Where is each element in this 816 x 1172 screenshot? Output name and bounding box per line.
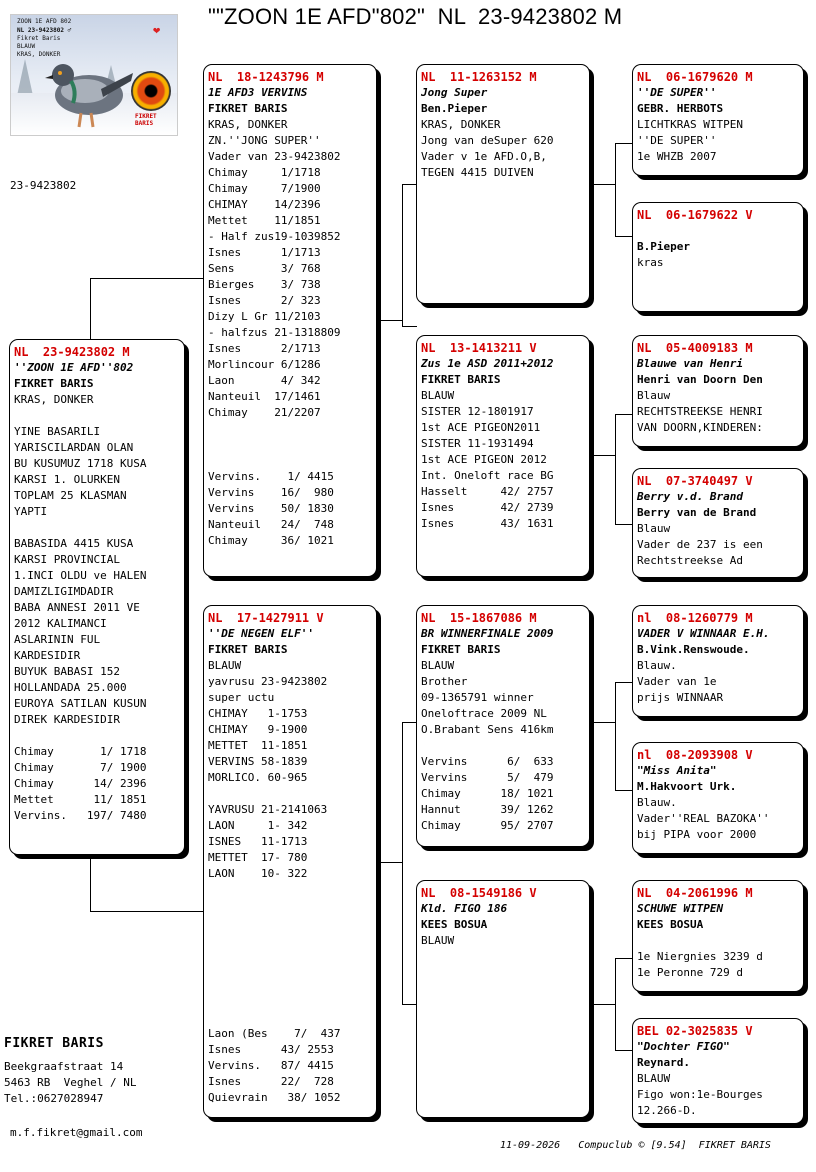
ring-header: NL 05-4009183 M xyxy=(637,341,753,355)
pedigree-line: super uctu xyxy=(208,691,275,704)
pedigree-line: Brother xyxy=(421,675,468,688)
ring-header: NL 07-3740497 V xyxy=(637,474,753,488)
granddam-paternal-card xyxy=(416,335,590,577)
pedigree-line: Chimay 1/ 1718 xyxy=(14,745,147,758)
breeder-name: Berry van de Brand xyxy=(637,506,757,519)
pedigree-line: Vervins. 87/ 4415 xyxy=(208,1059,334,1072)
pedigree-line: Isnes 43/ 1631 xyxy=(421,517,554,530)
pedigree-line: METTET 17- 780 xyxy=(208,851,308,864)
pigeon-name: Kld. FIGO 186 xyxy=(421,902,508,915)
breeder-name: B.Vink.Renswoude. xyxy=(637,643,750,656)
pedigree-line: Vervins 50/ 1830 xyxy=(208,502,334,515)
connector-line xyxy=(402,326,417,327)
pedigree-line: Chimay 95/ 2707 xyxy=(421,819,554,832)
pedigree-line: Bierges 3/ 738 xyxy=(208,278,321,291)
sire-card xyxy=(203,64,377,577)
ring-header: NL 06-1679620 M xyxy=(637,70,753,84)
ring-header: BEL 02-3025835 V xyxy=(637,1024,753,1038)
pedigree-line: LAON 10- 322 xyxy=(208,867,308,880)
connector-line xyxy=(615,1050,633,1051)
pedigree-line: Laon 4/ 342 xyxy=(208,374,321,387)
pedigree-line: SISTER 12-1801917 xyxy=(421,405,534,418)
connector-line xyxy=(90,278,204,279)
breeder-name: FIKRET BARIS xyxy=(208,102,288,115)
pedigree-line: BLAUW xyxy=(421,659,455,672)
pedigree-line: Quievrain 38/ 1052 xyxy=(208,1091,341,1104)
pigeon-icon xyxy=(41,45,137,131)
pedigree-line: LAON 1- 342 xyxy=(208,819,308,832)
pedigree-line xyxy=(208,994,372,1010)
pedigree-line: 1e Peronne 729 d xyxy=(637,966,743,979)
connector-line xyxy=(615,958,633,959)
pedigree-line xyxy=(208,946,372,962)
connector-line xyxy=(590,1004,616,1005)
pedigree-line xyxy=(208,978,372,994)
pigeon-name: SCHUWE WITPEN xyxy=(637,902,724,915)
heart-icon: ❤ xyxy=(153,23,161,37)
pedigree-line: ZN.''JONG SUPER'' xyxy=(208,134,321,147)
pedigree-title: ""ZOON 1E AFD"802" NL 23-9423802 M xyxy=(208,4,623,29)
ring-header: NL 08-1549186 V xyxy=(421,886,537,900)
pedigree-line: 12.266-D. xyxy=(637,1104,697,1117)
pedigree-line xyxy=(208,1010,372,1026)
breeder-name: FIKRET BARIS xyxy=(421,643,501,656)
pedigree-line: TEGEN 4415 DUIVEN xyxy=(421,166,534,179)
pedigree-line: YARISCILARDAN OLAN xyxy=(14,441,134,454)
pigeon-name: ''ZOON 1E AFD''802 xyxy=(14,361,134,374)
pedigree-line: ''DE SUPER'' xyxy=(637,134,717,147)
pedigree-line: Isnes 2/ 323 xyxy=(208,294,321,307)
pedigree-line: Isnes 22/ 728 xyxy=(208,1075,334,1088)
pedigree-line: BABASIDA 4415 KUSA xyxy=(14,537,134,550)
ring-header: nl 08-1260779 M xyxy=(637,611,753,625)
pedigree-line: Jong van deSuper 620 xyxy=(421,134,554,147)
pigeon-name: ''DE NEGEN ELF'' xyxy=(208,627,314,640)
pedigree-line: Rechtstreekse Ad xyxy=(637,554,743,567)
pedigree-line: Vader van 1e xyxy=(637,675,717,688)
grandsire-paternal-card xyxy=(416,64,590,304)
pedigree-line: - Half zus19-1039852 xyxy=(208,230,341,243)
pigeon-name: Jong Super xyxy=(421,86,488,99)
pedigree-line: DAMIZLIGIMDADIR xyxy=(14,585,114,598)
connector-line xyxy=(90,855,91,912)
connector-line xyxy=(615,682,616,790)
pedigree-line: 09-1365791 winner xyxy=(421,691,534,704)
owner-name: FIKRET BARIS xyxy=(4,1036,104,1051)
connector-line xyxy=(402,1004,417,1005)
owner-phone: Tel.:0627028947 xyxy=(4,1092,104,1105)
pedigree-line: MORLICO. 60-965 xyxy=(208,771,308,784)
great-grandparent-card xyxy=(632,742,804,854)
pigeon-name: "Miss Anita" xyxy=(637,764,717,777)
pedigree-line xyxy=(14,408,180,424)
owner-email: m.f.fikret@gmail.com xyxy=(10,1126,143,1139)
breeder-name: B.Pieper xyxy=(637,240,690,253)
pedigree-line: Hannut 39/ 1262 xyxy=(421,803,554,816)
pedigree-line: KARDESIDIR xyxy=(14,649,81,662)
pedigree-line: Chimay 18/ 1021 xyxy=(421,787,554,800)
breeder-name: FIKRET BARIS xyxy=(208,643,288,656)
pigeon-name: 1E AFD3 VERVINS xyxy=(208,86,308,99)
pedigree-line: KRAS, DONKER xyxy=(208,118,288,131)
pedigree-line: RECHTSTREEKSE HENRI xyxy=(637,405,763,418)
photo-logo: FIKRET BARIS xyxy=(135,113,157,127)
pedigree-line: Chimay 36/ 1021 xyxy=(208,534,334,547)
pedigree-line: Figo won:1e-Bourges xyxy=(637,1088,763,1101)
pigeon-name: Blauwe van Henri xyxy=(637,357,743,370)
pedigree-line: Nanteuil 17/1461 xyxy=(208,390,321,403)
connector-line xyxy=(615,143,633,144)
pedigree-line: ASLARININ FUL xyxy=(14,633,101,646)
connector-line xyxy=(590,455,616,456)
pedigree-line: prijs WINNAAR xyxy=(637,691,724,704)
great-grandparent-card xyxy=(632,468,804,578)
pedigree-line xyxy=(208,962,372,978)
pedigree-line xyxy=(208,930,372,946)
pedigree-line: Vader van 23-9423802 xyxy=(208,150,341,163)
pigeon-name: "Dochter FIGO" xyxy=(637,1040,730,1053)
pedigree-line: BUYUK BABASI 152 xyxy=(14,665,120,678)
ring-number: 23-9423802 xyxy=(10,179,77,192)
pedigree-line: Nanteuil 24/ 748 xyxy=(208,518,334,531)
pedigree-line: O.Brabant Sens 416km xyxy=(421,723,554,736)
pedigree-line xyxy=(208,898,372,914)
ring-header: NL 13-1413211 V xyxy=(421,341,537,355)
pedigree-line: LICHTKRAS WITPEN xyxy=(637,118,743,131)
connector-line xyxy=(615,236,633,237)
breeder-name: M.Hakvoort Urk. xyxy=(637,780,737,793)
breeder-name: FIKRET BARIS xyxy=(14,377,94,390)
connector-line xyxy=(402,184,417,185)
pedigree-line: 1e Niergnies 3239 d xyxy=(637,950,763,963)
pedigree-line: BLAUW xyxy=(208,659,242,672)
pedigree-line xyxy=(208,421,372,437)
print-footer: 11-09-2026 Compuclub © [9.54] FIKRET BARIS xyxy=(500,1140,771,1151)
pedigree-line: Vader v 1e AFD.O,B, xyxy=(421,150,547,163)
breeder-name: KEES BOSUA xyxy=(421,918,488,931)
connector-line xyxy=(615,414,633,415)
pedigree-line: Vervins. 1/ 4415 xyxy=(208,470,334,483)
connector-line xyxy=(90,278,91,340)
pedigree-line: Sens 3/ 768 xyxy=(208,262,321,275)
pedigree-line: Isnes 42/ 2739 xyxy=(421,501,554,514)
pedigree-line: KARSI PROVINCIAL xyxy=(14,553,120,566)
pedigree-line: Blauw. xyxy=(637,796,677,809)
pedigree-line: BU KUSUMUZ 1718 KUSA xyxy=(14,457,147,470)
pedigree-line: Laon (Bes 7/ 437 xyxy=(208,1027,341,1040)
pedigree-line: DIREK KARDESIDIR xyxy=(14,713,120,726)
breeder-name: Reynard. xyxy=(637,1056,690,1069)
connector-line xyxy=(402,184,403,326)
connector-line xyxy=(615,682,633,683)
pedigree-line: Morlincour 6/1286 xyxy=(208,358,321,371)
connector-line xyxy=(377,862,403,863)
connector-line xyxy=(615,524,633,525)
pedigree-line: METTET 11-1851 xyxy=(208,739,308,752)
pedigree-line: 1st ACE PIGEON 2012 xyxy=(421,453,547,466)
pedigree-line: Vader de 237 is een xyxy=(637,538,763,551)
pedigree-line: ISNES 11-1713 xyxy=(208,835,308,848)
pigeon-name xyxy=(637,223,799,239)
owner-city: 5463 RB Veghel / NL xyxy=(4,1076,137,1089)
pedigree-line: BLAUW xyxy=(421,934,455,947)
photo-caption: NL 23-9423802 ♂ xyxy=(17,27,72,34)
pigeon-name: Zus 1e ASD 2011+2012 xyxy=(421,357,554,370)
pedigree-line: 1e WHZB 2007 xyxy=(637,150,717,163)
pigeon-photo xyxy=(10,14,178,136)
great-grandparent-card xyxy=(632,64,804,176)
great-grandparent-card xyxy=(632,880,804,992)
ring-header: nl 08-2093908 V xyxy=(637,748,753,762)
dam-card xyxy=(203,605,377,1118)
pedigree-line: SISTER 11-1931494 xyxy=(421,437,534,450)
connector-line xyxy=(615,958,616,1050)
pedigree-line: Chimay 21/2207 xyxy=(208,406,321,419)
pedigree-line: bij PIPA voor 2000 xyxy=(637,828,757,841)
pedigree-line: EUROYA SATILAN KUSUN xyxy=(14,697,147,710)
pedigree-line: HOLLANDADA 25.000 xyxy=(14,681,127,694)
pedigree-line: Chimay 7/ 1900 xyxy=(14,761,147,774)
great-grandparent-card xyxy=(632,202,804,312)
connector-line xyxy=(615,143,616,236)
ring-header: NL 06-1679622 V xyxy=(637,208,753,222)
great-grandparent-card xyxy=(632,1018,804,1124)
pedigree-line: KRAS, DONKER xyxy=(421,118,501,131)
pedigree-line: CHIMAY 9-1900 xyxy=(208,723,308,736)
pedigree-line xyxy=(208,437,372,453)
pedigree-line: KARSI 1. OLURKEN xyxy=(14,473,120,486)
pedigree-line: CHIMAY 14/2396 xyxy=(208,198,321,211)
photo-caption: KRAS, DONKER xyxy=(17,51,61,58)
pedigree-line: YINE BASARILI xyxy=(14,425,101,438)
breeder-name: FIKRET BARIS xyxy=(421,373,501,386)
ring-header: NL 11-1263152 M xyxy=(421,70,537,84)
connector-line xyxy=(590,722,616,723)
pedigree-line: Blauw xyxy=(637,522,671,535)
pedigree-line: - halfzus 21-1318809 xyxy=(208,326,341,339)
connector-line xyxy=(615,414,616,524)
pedigree-line: Dizy L Gr 11/2103 xyxy=(208,310,321,323)
pedigree-line: Vervins 16/ 980 xyxy=(208,486,334,499)
ring-header: NL 23-9423802 M xyxy=(14,345,130,359)
pedigree-line: Oneloftrace 2009 NL xyxy=(421,707,547,720)
pedigree-line: Vervins. 197/ 7480 xyxy=(14,809,147,822)
pedigree-line xyxy=(14,520,180,536)
breeder-name: GEBR. HERBOTS xyxy=(637,102,724,115)
ring-header: NL 18-1243796 M xyxy=(208,70,324,84)
breeder-name: KEES BOSUA xyxy=(637,918,704,931)
breeder-name: Ben.Pieper xyxy=(421,102,488,115)
pedigree-line: Blauw xyxy=(637,389,671,402)
pedigree-line: Hasselt 42/ 2757 xyxy=(421,485,554,498)
pedigree-line xyxy=(208,882,372,898)
great-grandparent-card xyxy=(632,605,804,717)
pigeon-name: BR WINNERFINALE 2009 xyxy=(421,627,554,640)
pedigree-line: 2012 KALIMANCI xyxy=(14,617,107,630)
pedigree-line xyxy=(208,914,372,930)
pedigree-line: KRAS, DONKER xyxy=(14,393,94,406)
pedigree-line: kras xyxy=(637,256,664,269)
pedigree-line: Vervins 6/ 633 xyxy=(421,755,554,768)
connector-line xyxy=(590,184,616,185)
breeder-name: Henri van Doorn Den xyxy=(637,373,763,386)
pedigree-line: Chimay 1/1718 xyxy=(208,166,321,179)
pigeon-name: ''DE SUPER'' xyxy=(637,86,717,99)
pedigree-line: Int. Oneloft race BG xyxy=(421,469,554,482)
pedigree-line: CHIMAY 1-1753 xyxy=(208,707,308,720)
photo-caption: Fikret Baris xyxy=(17,35,61,42)
connector-line xyxy=(90,911,204,912)
pedigree-line: BABA ANNESI 2011 VE xyxy=(14,601,140,614)
pedigree-line: Isnes 1/1713 xyxy=(208,246,321,259)
pedigree-line: Mettet 11/1851 xyxy=(208,214,321,227)
pedigree-line: 1.INCI OLDU ve HALEN xyxy=(14,569,147,582)
pedigree-line: Isnes 2/1713 xyxy=(208,342,321,355)
pedigree-line: YAVRUSU 21-2141063 xyxy=(208,803,328,816)
photo-caption: ZOON 1E AFD 802 xyxy=(17,18,72,25)
pedigree-line: yavrusu 23-9423802 xyxy=(208,675,328,688)
connector-line xyxy=(402,722,417,723)
photo-caption: BLAUW xyxy=(17,43,36,50)
grandsire-maternal-card xyxy=(416,605,590,847)
pedigree-line: VAN DOORN,KINDEREN: xyxy=(637,421,763,434)
pedigree-line: YAPTI xyxy=(14,505,48,518)
pedigree-line xyxy=(14,728,180,744)
pedigree-line xyxy=(208,786,372,802)
pigeon-name: VADER V WINNAAR E.H. xyxy=(637,627,770,640)
pedigree-line: Blauw. xyxy=(637,659,677,672)
connector-line xyxy=(377,320,403,321)
eye-logo-icon xyxy=(131,71,171,111)
pedigree-line: Chimay 14/ 2396 xyxy=(14,777,147,790)
owner-street: Beekgraafstraat 14 xyxy=(4,1060,124,1073)
pedigree-line: Isnes 43/ 2553 xyxy=(208,1043,334,1056)
ring-header: NL 04-2061996 M xyxy=(637,886,753,900)
ring-header: NL 17-1427911 V xyxy=(208,611,324,625)
pedigree-line: Vervins 5/ 479 xyxy=(421,771,554,784)
pedigree-line xyxy=(421,738,585,754)
pedigree-line: Mettet 11/ 1851 xyxy=(14,793,147,806)
great-grandparent-card xyxy=(632,335,804,447)
pedigree-line: Chimay 7/1900 xyxy=(208,182,321,195)
connector-line xyxy=(402,722,403,1004)
pedigree-line: BLAUW xyxy=(421,389,455,402)
pedigree-line xyxy=(637,933,799,949)
pedigree-line xyxy=(208,453,372,469)
pedigree-line: VERVINS 58-1839 xyxy=(208,755,308,768)
pedigree-line: TOPLAM 25 KLASMAN xyxy=(14,489,127,502)
ring-header: NL 15-1867086 M xyxy=(421,611,537,625)
granddam-maternal-card xyxy=(416,880,590,1118)
pedigree-line: Vader''REAL BAZOKA'' xyxy=(637,812,770,825)
main-pigeon-card xyxy=(9,339,185,855)
pedigree-line: 1st ACE PIGEON2011 xyxy=(421,421,541,434)
pedigree-line: BLAUW xyxy=(637,1072,671,1085)
pigeon-name: Berry v.d. Brand xyxy=(637,490,743,503)
connector-line xyxy=(615,790,633,791)
